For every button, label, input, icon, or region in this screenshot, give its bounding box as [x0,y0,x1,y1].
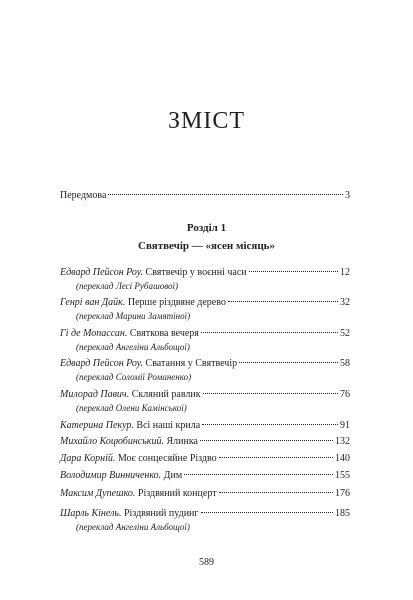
toc-page: 76 [340,389,350,400]
toc-author: Володимир Винниченко. [60,470,162,481]
toc-author: Едвард Пейсон Роу. [60,358,144,369]
toc-work: Скляний равлик [129,389,201,400]
toc-translator: (переклад Олени Камінської) [76,403,187,413]
toc-author: Гі де Мопассан. [60,328,128,339]
leader-dots [201,331,338,333]
toc-work: Всі наші крила [133,420,201,431]
toc-entry[interactable] [60,420,350,432]
toc-page: 185 [335,508,350,519]
leader-dots [202,423,338,425]
toc-work: Ялинка [163,436,198,447]
toc-label: Передмова [60,190,107,201]
toc-page: 12 [340,267,350,278]
toc-work: Дим [161,470,183,481]
toc-author: Дара Корній. [60,453,116,464]
toc-page: 155 [335,470,350,481]
toc-author: Максим Дупешко. [60,488,136,499]
toc-entry[interactable] [60,328,350,340]
page-number: 589 [199,557,214,568]
toc-page: 52 [340,328,350,339]
toc-work: Різдвяний пудинг [121,508,199,519]
toc-page: 176 [335,488,350,499]
section-name: Святвечір — «ясен місяць» [138,240,275,252]
toc-translator: (переклад Ангеліни Альбощої) [76,342,190,352]
toc-page: 132 [335,436,350,447]
toc-author: Михайло Коцюбинський. [60,436,164,447]
toc-author: Катерина Пекур. [60,420,134,431]
toc-entry[interactable] [60,267,350,279]
section-heading: Розділ 1 [186,222,227,234]
toc-translator: (переклад Марини Замятіної) [76,311,191,321]
leader-dots [184,473,333,475]
toc-entry[interactable] [60,297,350,309]
toc-translator: (переклад Ангеліни Альбощої) [76,522,190,532]
toc-work: Сватання у Святвечір [143,358,238,369]
toc-author: Генрі ван Дайк. [60,297,126,308]
toc-entry[interactable] [60,389,350,401]
leader-dots [108,193,343,195]
leader-dots [201,511,333,513]
toc-page: 91 [340,420,350,431]
toc-entry[interactable] [60,436,350,448]
toc-work: Святкова вечеря [127,328,199,339]
toc-page: 32 [340,297,350,308]
toc-page: 140 [335,453,350,464]
toc-work: Перше різдвяне дерево [125,297,226,308]
toc-author: Милорад Павич. [60,389,130,400]
toc-entry[interactable] [60,488,350,500]
toc-page: 58 [340,358,350,369]
leader-dots [219,456,333,458]
toc-entry[interactable] [60,508,350,520]
leader-dots [219,491,333,493]
leader-dots [228,300,338,302]
toc-author: Шарль Кінель. [60,508,122,519]
toc-work: Святвечір у воєнні часи [143,267,247,278]
toc-entry[interactable] [60,470,350,482]
toc-work: Різдвяний концерт [135,488,217,499]
toc-translator: (переклад Лесі Рубашової) [76,281,179,291]
toc-entry[interactable] [60,453,350,465]
leader-dots [239,361,338,363]
leader-dots [249,270,338,272]
toc-entry[interactable] [60,358,350,370]
toc-page: 3 [345,190,350,201]
toc-author: Едвард Пейсон Роу. [60,267,144,278]
toc-entry-preface[interactable] [60,190,350,202]
toc-translator: (переклад Соломії Романенко) [76,372,192,382]
leader-dots [203,392,338,394]
page-title: ЗМІСТ [167,108,246,134]
toc-work: Моє сонцесяйне Різдво [115,453,217,464]
leader-dots [200,439,333,441]
